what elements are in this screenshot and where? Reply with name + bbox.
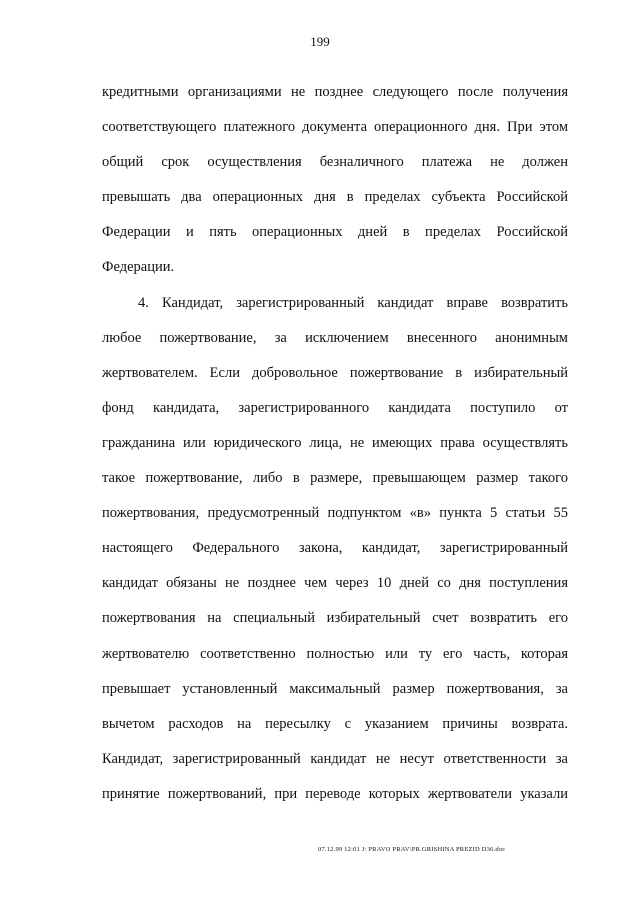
text-line: настоящего Федерального закона, кандидат, зарегистрированный xyxy=(102,540,568,557)
text-line: кандидат обязаны не позднее чем через 10 дней со дня поступления xyxy=(102,575,568,592)
text-line: такое пожертвование, либо в размере, превышающем размер такого xyxy=(102,470,568,487)
text-line: Кандидат, зарегистрированный кандидат не несут ответственности за xyxy=(102,750,568,767)
text-line: превышать два операционных дня в пределах субъекта Российской xyxy=(102,189,568,206)
text-line: соответствующего платежного документа операционного дня. При этом xyxy=(102,119,568,136)
footer-file-path: 07.12.99 12:01 J: PRAVO PRAV\PR.GRISHINA PREZID D36.doc xyxy=(318,846,506,853)
text-line: Федерации и пять операционных дней в пределах Российской xyxy=(102,224,568,241)
text-line: принятие пожертвований, при переводе которых жертвователи указали xyxy=(102,785,568,802)
text-line: фонд кандидата, зарегистрированного кандидата поступило от xyxy=(102,399,568,416)
text-line: любое пожертвование, за исключением внесенного анонимным xyxy=(102,329,568,346)
text-line: пожертвования, предусмотренный подпунктом «в» пункта 5 статьи 55 xyxy=(102,505,568,522)
text-line: гражданина или юридического лица, не имеющих права осуществлять xyxy=(102,434,568,451)
text-line: вычетом расходов на пересылку с указанием причины возврата. xyxy=(102,715,568,732)
text-line: общий срок осуществления безналичного платежа не должен xyxy=(102,154,568,171)
text-line: пожертвования на специальный избирательный счет возвратить его xyxy=(102,610,568,627)
text-line: жертвователю соответственно полностью или ту его часть, которая xyxy=(102,645,568,662)
text-line: превышает установленный максимальный размер пожертвования, за xyxy=(102,680,568,697)
text-line: 4. Кандидат, зарегистрированный кандидат вправе возвратить xyxy=(138,294,568,311)
text-line: кредитными организациями не позднее следующего после получения xyxy=(102,84,568,100)
page-number: 199 xyxy=(310,34,330,49)
document-body xyxy=(102,75,568,812)
text-line: Федерации. xyxy=(102,259,175,276)
text-line: жертвователем. Если добровольное пожертвование в избирательный xyxy=(102,364,568,381)
